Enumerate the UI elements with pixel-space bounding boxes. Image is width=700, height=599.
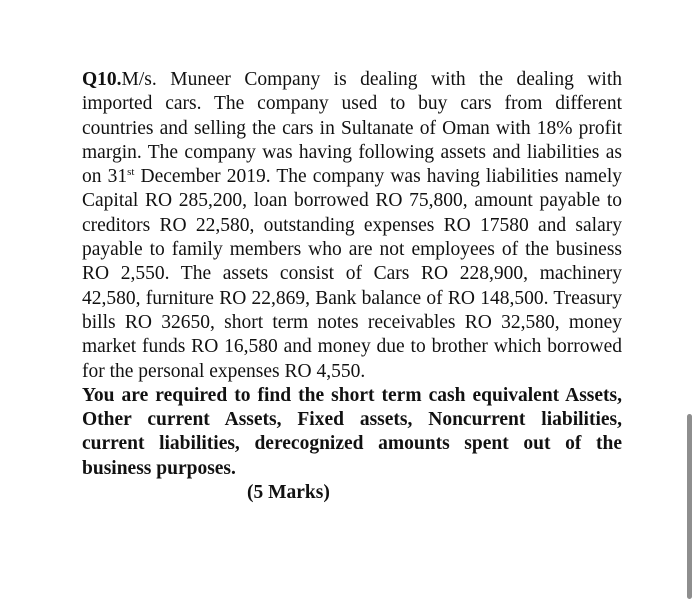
- question-text-part2: December 2019. The company was having liabilities namely Capital RO 285,200, loan borrowed RO 75,800, amount payable to creditors RO 22,580, outstanding expenses RO 17580 and salary payable to family members who are not employees of the business RO 2,550. The assets consist of Cars RO 228,900, machinery 42,580, furniture RO 22,869, Bank balance of RO 148,500. Treasury bills RO 32650, short term notes receivables RO 32,580, money market funds RO 16,580 and money due to brother which borrowed for the personal expenses RO 4,550.: [82, 166, 622, 382]
- vertical-scrollbar[interactable]: [687, 414, 692, 599]
- marks-label: (5 Marks): [247, 482, 330, 504]
- question-paragraph: [82, 68, 622, 384]
- question-block: [82, 68, 622, 505]
- question-text-part1: M/s. Muneer Company is dealing with the dealing with imported cars. The company used to buy cars from different countries and selling the cars in Sultanate of Oman with 18% profit margin. The company was having following assets and liabilities as on 31: [82, 69, 622, 188]
- requirement-text: You are required to find the short term cash equivalent Assets, Other current Assets, Fixed assets, Noncurrent liabilities, current liabilities, derecognized amounts spent out of the business purposes.: [82, 384, 622, 479]
- date-ordinal-suffix: st: [127, 166, 135, 179]
- question-number: Q10.: [82, 69, 122, 90]
